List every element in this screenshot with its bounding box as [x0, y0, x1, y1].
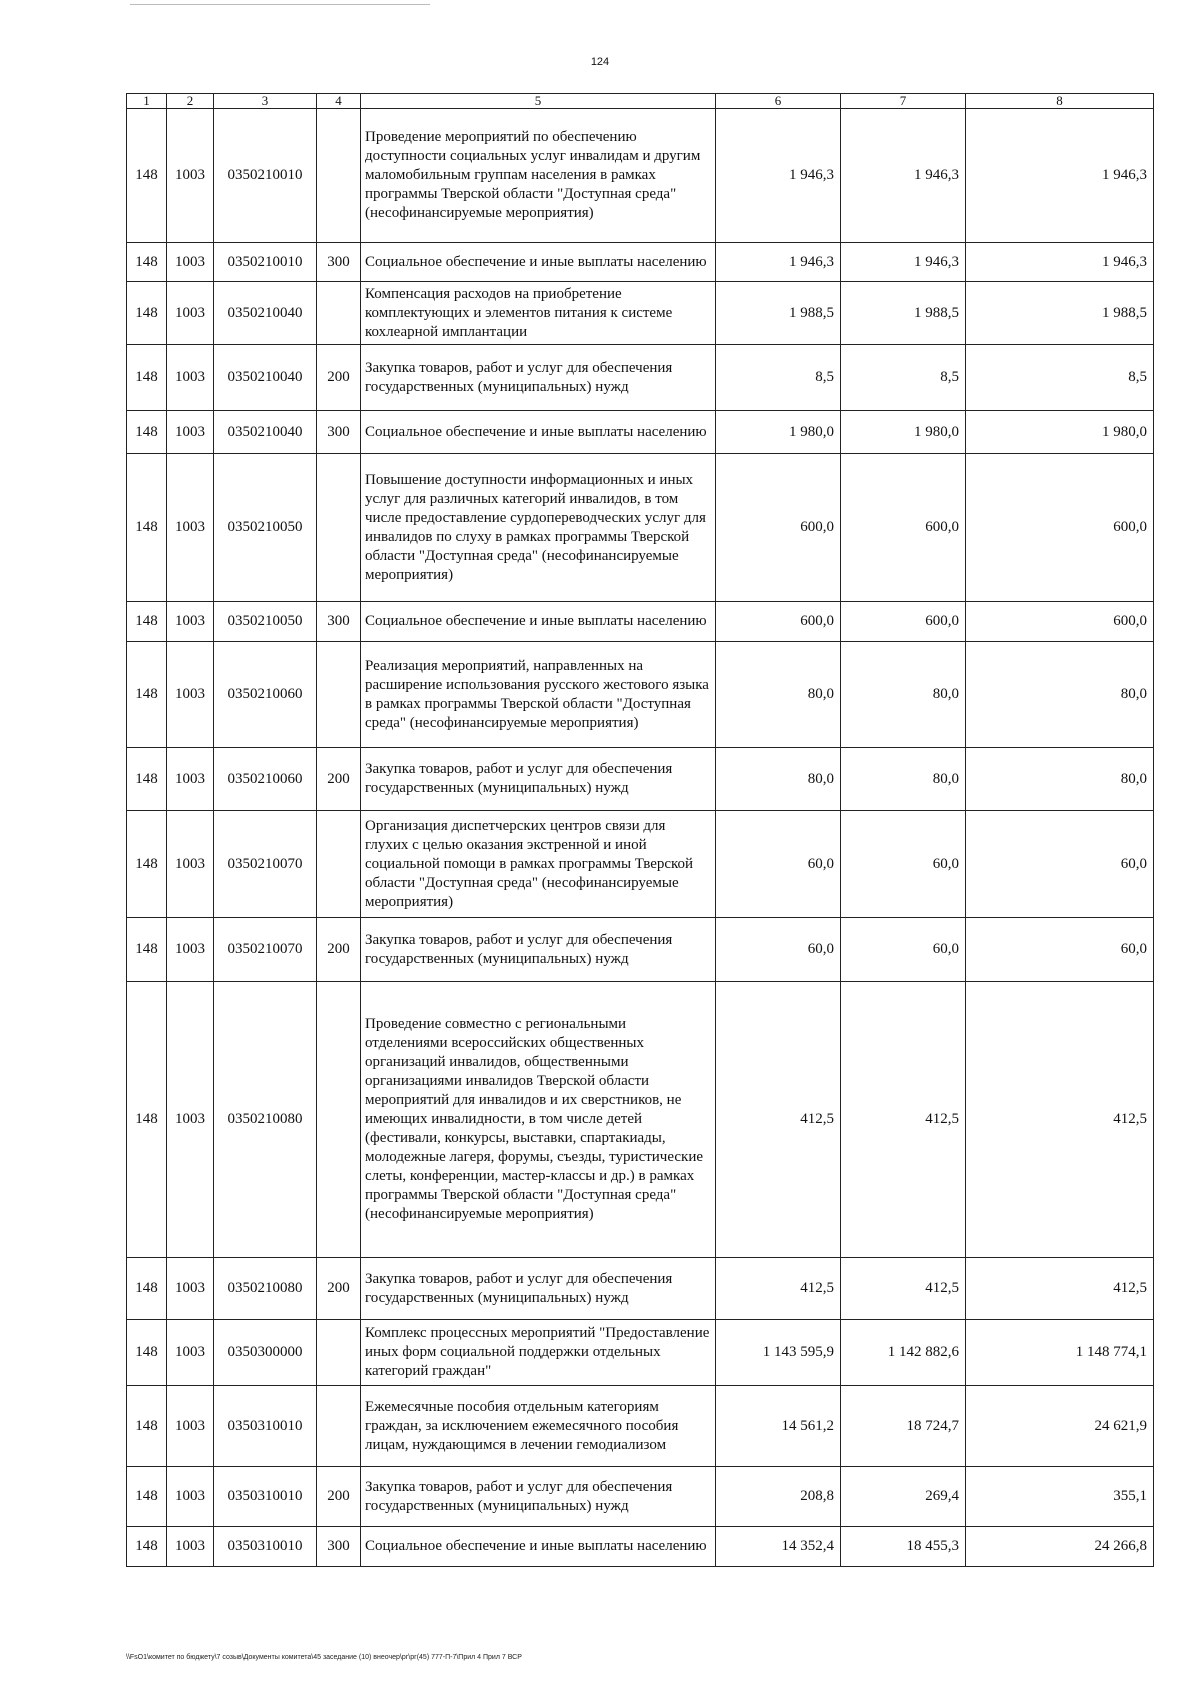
- cell-expense-type: 200: [317, 1258, 361, 1320]
- cell-value-year1: 208,8: [716, 1467, 841, 1527]
- table-row: [127, 454, 1154, 602]
- cell-section-code: 1003: [167, 411, 214, 454]
- cell-value-year3: 8,5: [966, 345, 1154, 411]
- cell-expense-type: [317, 109, 361, 243]
- table-row: [127, 1320, 1154, 1386]
- cell-value-year1: 1 946,3: [716, 109, 841, 243]
- cell-target-article: 0350210040: [214, 282, 317, 345]
- table-row: [127, 748, 1154, 811]
- cell-value-year2: 269,4: [841, 1467, 966, 1527]
- table-row: [127, 109, 1154, 243]
- table-row: [127, 1527, 1154, 1567]
- cell-target-article: 0350210040: [214, 345, 317, 411]
- header-cell-4: 4: [317, 94, 361, 109]
- cell-expense-type: 300: [317, 243, 361, 282]
- cell-ministry-code: 148: [127, 345, 167, 411]
- cell-expense-type: 200: [317, 1467, 361, 1527]
- cell-section-code: 1003: [167, 1467, 214, 1527]
- cell-section-code: 1003: [167, 982, 214, 1258]
- cell-value-year2: 18 724,7: [841, 1386, 966, 1467]
- cell-ministry-code: 148: [127, 642, 167, 748]
- cell-ministry-code: 148: [127, 454, 167, 602]
- cell-value-year1: 60,0: [716, 918, 841, 982]
- table-row: [127, 918, 1154, 982]
- cell-value-year3: 600,0: [966, 602, 1154, 642]
- cell-description: Социальное обеспечение и иные выплаты населению: [361, 243, 716, 282]
- cell-expense-type: [317, 982, 361, 1258]
- cell-ministry-code: 148: [127, 1527, 167, 1567]
- cell-value-year2: 412,5: [841, 1258, 966, 1320]
- cell-value-year3: 80,0: [966, 642, 1154, 748]
- cell-value-year3: 1 988,5: [966, 282, 1154, 345]
- cell-value-year2: 412,5: [841, 982, 966, 1258]
- cell-ministry-code: 148: [127, 748, 167, 811]
- cell-value-year3: 80,0: [966, 748, 1154, 811]
- cell-target-article: 0350210010: [214, 109, 317, 243]
- cell-target-article: 0350210070: [214, 811, 317, 918]
- table-row: [127, 602, 1154, 642]
- cell-target-article: 0350210080: [214, 982, 317, 1258]
- cell-value-year1: 1 143 595,9: [716, 1320, 841, 1386]
- cell-value-year1: 600,0: [716, 602, 841, 642]
- cell-section-code: 1003: [167, 811, 214, 918]
- cell-section-code: 1003: [167, 454, 214, 602]
- cell-target-article: 0350210080: [214, 1258, 317, 1320]
- cell-section-code: 1003: [167, 345, 214, 411]
- cell-description: Проведение совместно с региональными отделениями всероссийских общественных организаций инвалидов, общественными организациями инвалидов Тверской области мероприятий для инвалидов и их сверстников, не имеющих инвалидности, в том числе детей (фестивали, конкурсы, выставки, спартакиады, молодежные лагеря, форумы, съезды, туристические слеты, конференции, мастер-классы и др.) в рамках программы Тверской области "Доступная среда" (несофинансируемые мероприятия): [361, 982, 716, 1258]
- cell-description: Организация диспетчерских центров связи для глухих с целью оказания экстренной и иной социальной помощи в рамках программы Тверской области "Доступная среда" (несофинансируемые мероприятия): [361, 811, 716, 918]
- cell-expense-type: [317, 642, 361, 748]
- cell-value-year3: 24 621,9: [966, 1386, 1154, 1467]
- cell-section-code: 1003: [167, 243, 214, 282]
- cell-description: Закупка товаров, работ и услуг для обеспечения государственных (муниципальных) нужд: [361, 918, 716, 982]
- cell-target-article: 0350210060: [214, 642, 317, 748]
- table-row: [127, 243, 1154, 282]
- cell-description: Закупка товаров, работ и услуг для обеспечения государственных (муниципальных) нужд: [361, 1258, 716, 1320]
- table-row: [127, 811, 1154, 918]
- table-row: [127, 345, 1154, 411]
- cell-section-code: 1003: [167, 109, 214, 243]
- cell-value-year3: 412,5: [966, 982, 1154, 1258]
- cell-value-year1: 60,0: [716, 811, 841, 918]
- cell-target-article: 0350300000: [214, 1320, 317, 1386]
- cell-value-year1: 14 561,2: [716, 1386, 841, 1467]
- cell-target-article: 0350210010: [214, 243, 317, 282]
- footer-file-path: \\FsO1\комитет по бюджету\7 созыв\Документы комитета\45 заседание (10) внеочер\рг\рг(45) 777-П-7\Прил 4 Прил 7 ВСР: [126, 1654, 522, 1661]
- cell-target-article: 0350310010: [214, 1467, 317, 1527]
- cell-description: Компенсация расходов на приобретение комплектующих и элементов питания к системе кохлеарной имплантации: [361, 282, 716, 345]
- cell-description: Социальное обеспечение и иные выплаты населению: [361, 411, 716, 454]
- cell-value-year1: 14 352,4: [716, 1527, 841, 1567]
- cell-section-code: 1003: [167, 282, 214, 345]
- table-row: [127, 1386, 1154, 1467]
- cell-value-year3: 60,0: [966, 918, 1154, 982]
- cell-value-year2: 600,0: [841, 602, 966, 642]
- cell-value-year2: 600,0: [841, 454, 966, 602]
- cell-target-article: 0350210040: [214, 411, 317, 454]
- cell-ministry-code: 148: [127, 1386, 167, 1467]
- cell-value-year2: 60,0: [841, 918, 966, 982]
- cell-target-article: 0350310010: [214, 1527, 317, 1567]
- table-row: [127, 411, 1154, 454]
- cell-expense-type: [317, 1386, 361, 1467]
- table-row: [127, 982, 1154, 1258]
- cell-value-year1: 600,0: [716, 454, 841, 602]
- table-row: [127, 282, 1154, 345]
- cell-ministry-code: 148: [127, 918, 167, 982]
- cell-ministry-code: 148: [127, 1320, 167, 1386]
- cell-expense-type: [317, 811, 361, 918]
- page-number: 124: [590, 56, 610, 68]
- cell-ministry-code: 148: [127, 1258, 167, 1320]
- header-cell-8: 8: [966, 94, 1154, 109]
- cell-description: Закупка товаров, работ и услуг для обеспечения государственных (муниципальных) нужд: [361, 1467, 716, 1527]
- cell-value-year1: 8,5: [716, 345, 841, 411]
- cell-value-year3: 1 980,0: [966, 411, 1154, 454]
- cell-ministry-code: 148: [127, 811, 167, 918]
- cell-value-year2: 80,0: [841, 642, 966, 748]
- cell-ministry-code: 148: [127, 602, 167, 642]
- cell-description: Реализация мероприятий, направленных на расширение использования русского жестового языка в рамках программы Тверской области "Доступная среда" (несофинансируемые мероприятия): [361, 642, 716, 748]
- cell-value-year2: 80,0: [841, 748, 966, 811]
- cell-value-year1: 1 988,5: [716, 282, 841, 345]
- table-row: [127, 1467, 1154, 1527]
- cell-value-year2: 1 142 882,6: [841, 1320, 966, 1386]
- cell-value-year1: 412,5: [716, 982, 841, 1258]
- header-cell-6: 6: [716, 94, 841, 109]
- scan-top-rule: [130, 4, 430, 5]
- cell-section-code: 1003: [167, 1320, 214, 1386]
- cell-section-code: 1003: [167, 1386, 214, 1467]
- cell-value-year2: 1 980,0: [841, 411, 966, 454]
- cell-target-article: 0350210070: [214, 918, 317, 982]
- budget-table: [126, 93, 1154, 1567]
- cell-ministry-code: 148: [127, 1467, 167, 1527]
- cell-target-article: 0350210050: [214, 454, 317, 602]
- table-row: [127, 1258, 1154, 1320]
- cell-value-year3: 1 946,3: [966, 109, 1154, 243]
- cell-section-code: 1003: [167, 748, 214, 811]
- cell-ministry-code: 148: [127, 282, 167, 345]
- cell-ministry-code: 148: [127, 982, 167, 1258]
- cell-value-year1: 80,0: [716, 748, 841, 811]
- cell-description: Комплекс процессных мероприятий "Предоставление иных форм социальной поддержки отдельных категорий граждан": [361, 1320, 716, 1386]
- cell-value-year2: 18 455,3: [841, 1527, 966, 1567]
- cell-value-year2: 1 946,3: [841, 109, 966, 243]
- cell-section-code: 1003: [167, 918, 214, 982]
- cell-description: Повышение доступности информационных и иных услуг для различных категорий инвалидов, в том числе предоставление сурдопереводческих услуг для инвалидов по слуху в рамках программы Тверской области "Доступная среда" (несофинансируемые мероприятия): [361, 454, 716, 602]
- cell-description: Социальное обеспечение и иные выплаты населению: [361, 602, 716, 642]
- cell-section-code: 1003: [167, 1527, 214, 1567]
- cell-target-article: 0350210060: [214, 748, 317, 811]
- budget-table-container: [126, 93, 1153, 1567]
- cell-target-article: 0350310010: [214, 1386, 317, 1467]
- header-cell-3: 3: [214, 94, 317, 109]
- cell-expense-type: [317, 1320, 361, 1386]
- cell-expense-type: 200: [317, 918, 361, 982]
- cell-expense-type: 200: [317, 748, 361, 811]
- header-cell-7: 7: [841, 94, 966, 109]
- cell-expense-type: 200: [317, 345, 361, 411]
- cell-ministry-code: 148: [127, 243, 167, 282]
- cell-value-year3: 1 148 774,1: [966, 1320, 1154, 1386]
- cell-section-code: 1003: [167, 1258, 214, 1320]
- cell-value-year1: 1 980,0: [716, 411, 841, 454]
- cell-value-year3: 60,0: [966, 811, 1154, 918]
- cell-value-year3: 24 266,8: [966, 1527, 1154, 1567]
- cell-ministry-code: 148: [127, 109, 167, 243]
- header-cell-2: 2: [167, 94, 214, 109]
- table-body: [127, 109, 1154, 1567]
- table-row: [127, 642, 1154, 748]
- cell-description: Закупка товаров, работ и услуг для обеспечения государственных (муниципальных) нужд: [361, 748, 716, 811]
- cell-value-year2: 1 988,5: [841, 282, 966, 345]
- cell-value-year2: 8,5: [841, 345, 966, 411]
- cell-value-year3: 355,1: [966, 1467, 1154, 1527]
- cell-description: Закупка товаров, работ и услуг для обеспечения государственных (муниципальных) нужд: [361, 345, 716, 411]
- cell-expense-type: 300: [317, 411, 361, 454]
- cell-description: Проведение мероприятий по обеспечению доступности социальных услуг инвалидам и другим маломобильным группам населения в рамках программы Тверской области "Доступная среда" (несофинансируемые мероприятия): [361, 109, 716, 243]
- cell-description: Социальное обеспечение и иные выплаты населению: [361, 1527, 716, 1567]
- cell-value-year3: 600,0: [966, 454, 1154, 602]
- cell-value-year1: 80,0: [716, 642, 841, 748]
- cell-expense-type: [317, 454, 361, 602]
- cell-expense-type: [317, 282, 361, 345]
- cell-value-year2: 60,0: [841, 811, 966, 918]
- cell-description: Ежемесячные пособия отдельным категориям граждан, за исключением ежемесячного пособия лицам, нуждающимся в лечении гемодиализом: [361, 1386, 716, 1467]
- cell-value-year1: 1 946,3: [716, 243, 841, 282]
- cell-section-code: 1003: [167, 602, 214, 642]
- cell-value-year1: 412,5: [716, 1258, 841, 1320]
- header-cell-5: 5: [361, 94, 716, 109]
- header-cell-1: 1: [127, 94, 167, 109]
- cell-value-year2: 1 946,3: [841, 243, 966, 282]
- cell-ministry-code: 148: [127, 411, 167, 454]
- cell-expense-type: 300: [317, 1527, 361, 1567]
- cell-value-year3: 412,5: [966, 1258, 1154, 1320]
- cell-value-year3: 1 946,3: [966, 243, 1154, 282]
- cell-section-code: 1003: [167, 642, 214, 748]
- cell-target-article: 0350210050: [214, 602, 317, 642]
- header-row: [127, 94, 1154, 109]
- cell-expense-type: 300: [317, 602, 361, 642]
